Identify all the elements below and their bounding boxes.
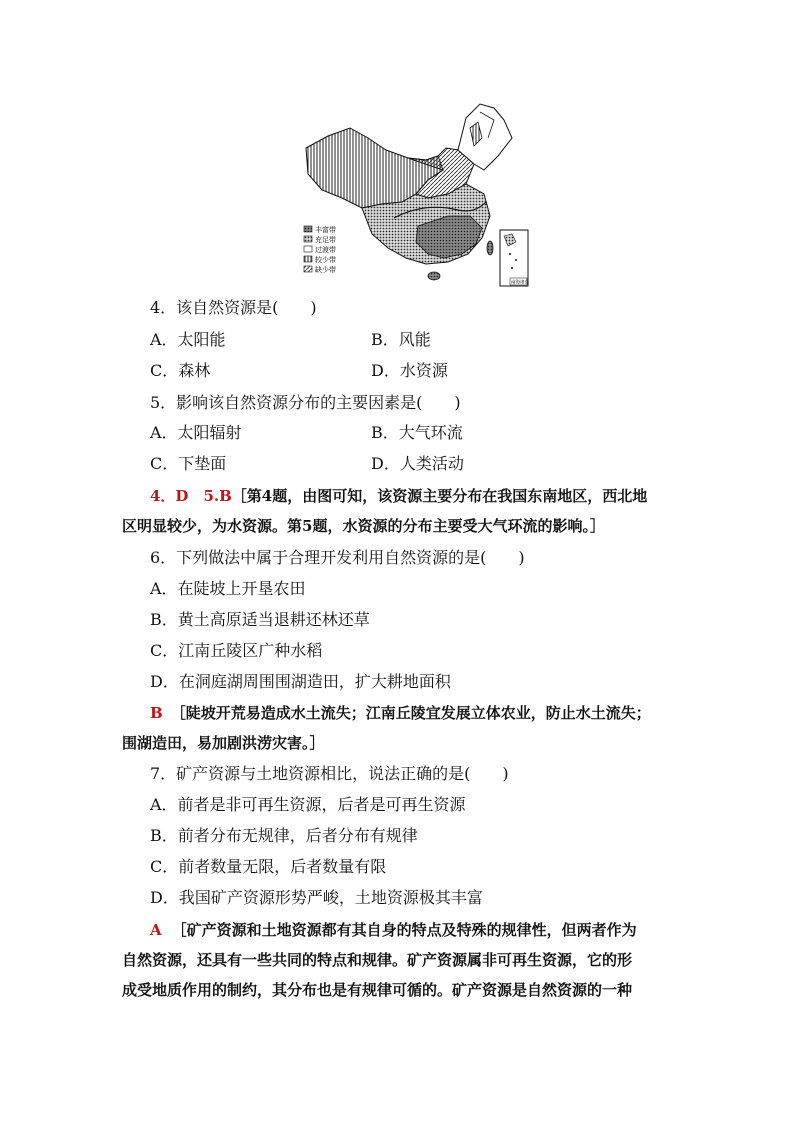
answer-6-key: B bbox=[150, 704, 163, 722]
answer-7-line1 bbox=[150, 920, 637, 940]
q4-option-a: A．太阳能 bbox=[150, 330, 226, 349]
q4-option-c: C．森林 bbox=[150, 361, 211, 380]
q5-option-c: C．下垫面 bbox=[150, 454, 227, 473]
answer-7-text1: ［矿产资源和土地资源都有其自身的特点及特殊的规律性，但两者作为 bbox=[171, 921, 637, 939]
answer-7-line2: 自然资源，还具有一些共同的特点和规律。矿产资源属非可再生资源，它的形 bbox=[122, 951, 633, 969]
q5-option-b: B．大气环流 bbox=[371, 423, 463, 442]
china-water-resource-map bbox=[298, 98, 530, 290]
answer-7-line3: 成受地质作用的制约，其分布也是有规律可循的。矿产资源是自然资源的一种 bbox=[122, 981, 633, 999]
q6-option-a: A．在陡坡上开垦农田 bbox=[150, 579, 306, 598]
q7-option-d: D．我国矿产资源形势严峻，土地资源极其丰富 bbox=[150, 888, 483, 907]
q5-stem: 5．影响该自然资源分布的主要因素是( ) bbox=[150, 393, 461, 412]
q7-option-a: A．前者是非可再生资源，后者是可再生资源 bbox=[150, 795, 466, 814]
q4-option-b: B．风能 bbox=[371, 330, 431, 349]
answer-4-5-line1 bbox=[150, 486, 647, 506]
answer-6-line1 bbox=[150, 703, 651, 723]
legend-item-5: 缺少带 bbox=[315, 266, 336, 274]
answer-4-5-key: 4．D 5.B bbox=[150, 487, 232, 505]
inset-label: 南海诸岛 bbox=[511, 280, 529, 286]
answer-7-key: A bbox=[150, 921, 162, 939]
legend-item-1: 丰富带 bbox=[315, 226, 336, 234]
legend-item-4: 较少带 bbox=[315, 256, 336, 264]
answer-4-5-text1: ［第4题，由图可知，该资源主要分布在我国东南地区，西北地 bbox=[231, 487, 648, 505]
q4-option-d: D．水资源 bbox=[371, 361, 448, 380]
map-inset bbox=[500, 230, 529, 286]
q6-stem: 6．下列做法中属于合理开发利用自然资源的是( ) bbox=[150, 548, 525, 567]
answer-6-line2: 围湖造田，易加剧洪涝灾害。］ bbox=[122, 734, 325, 752]
answer-6-text1: ［陡坡开荒易造成水土流失；江南丘陵宜发展立体农业，防止水土流失； bbox=[170, 704, 651, 722]
q7-option-b: B．前者分布无规律，后者分布有规律 bbox=[150, 826, 418, 845]
q6-option-c: C．江南丘陵区广种水稻 bbox=[150, 641, 323, 660]
map-svg bbox=[298, 98, 530, 290]
map-legend bbox=[304, 225, 336, 274]
q5-option-d: D．人类活动 bbox=[371, 454, 464, 473]
q7-option-c: C．前者数量无限，后者数量有限 bbox=[150, 857, 387, 876]
legend-item-3: 过渡带 bbox=[315, 246, 336, 254]
answer-4-5-line2: 区明显较少，为水资源。第5题，水资源的分布主要受大气环流的影响。］ bbox=[122, 517, 605, 535]
q6-option-b: B．黄土高原适当退耕还林还草 bbox=[150, 610, 370, 629]
q4-stem: 4．该自然资源是( ) bbox=[150, 298, 317, 317]
legend-item-2: 充足带 bbox=[315, 236, 336, 244]
q7-stem: 7．矿产资源与土地资源相比，说法正确的是( ) bbox=[150, 764, 509, 783]
q6-option-d: D．在洞庭湖周围围湖造田，扩大耕地面积 bbox=[150, 672, 451, 691]
q5-option-a: A．太阳辐射 bbox=[150, 423, 242, 442]
